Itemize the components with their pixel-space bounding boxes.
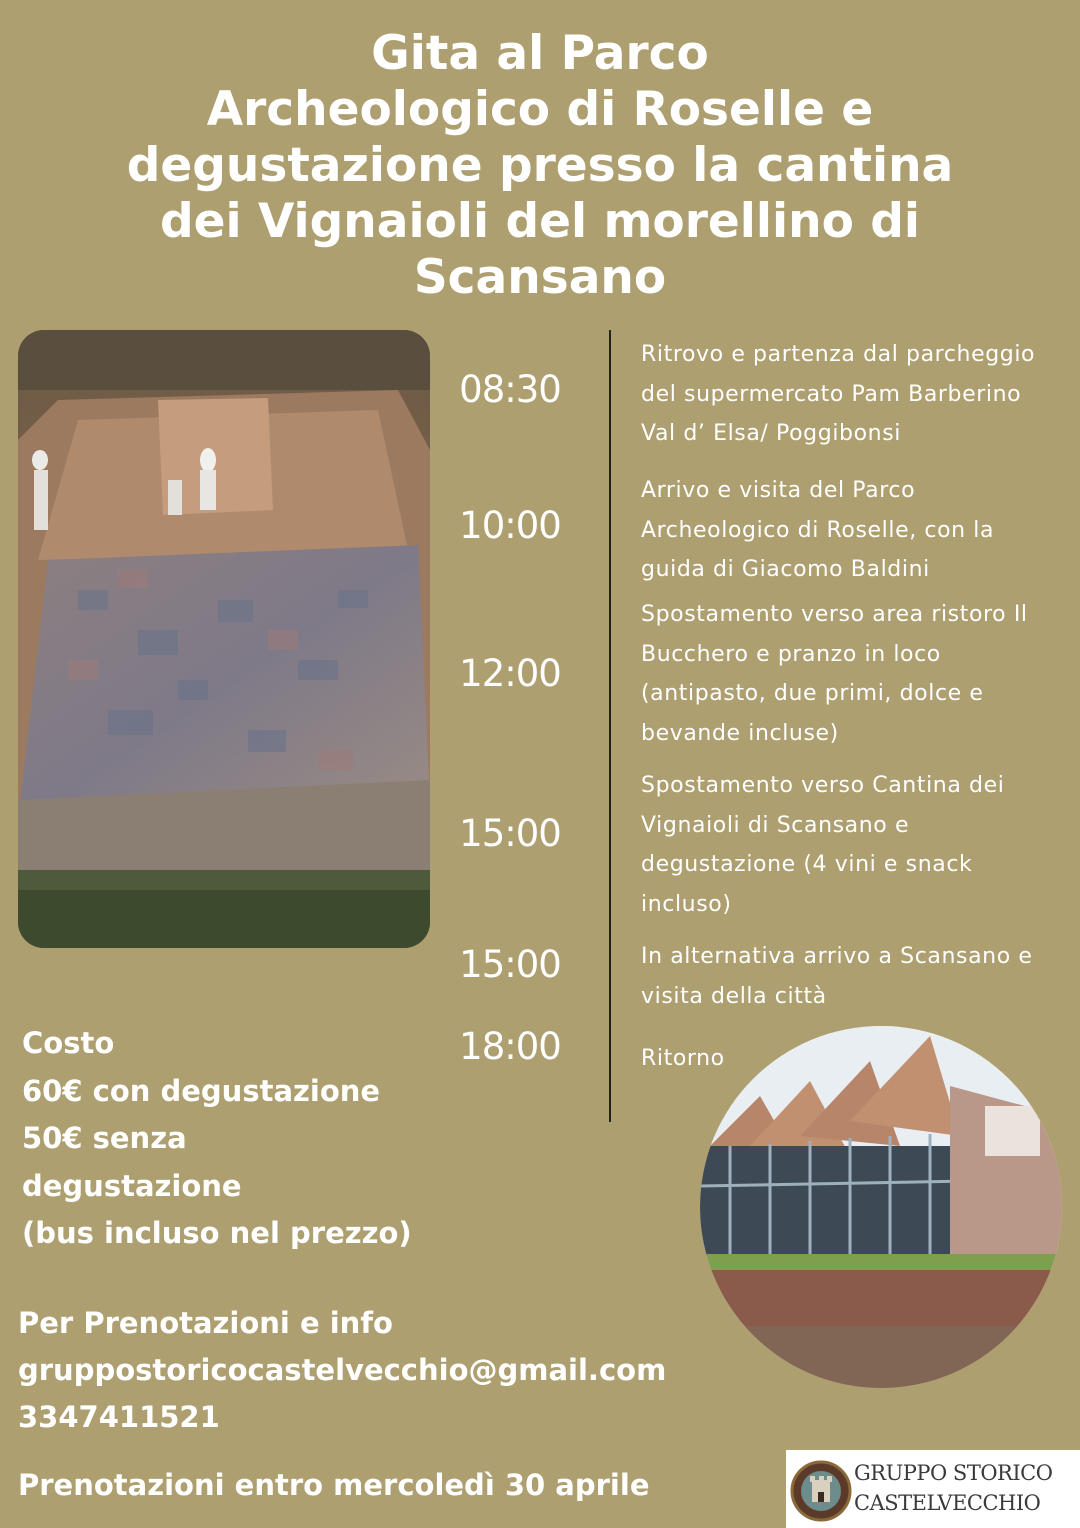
title-line: dei Vignaioli del morellino di [160, 194, 920, 249]
title-line: Scansano [413, 250, 667, 305]
cost-heading: Costo [22, 1026, 115, 1060]
cost-line: degustazione [22, 1168, 242, 1203]
time-0830: 08:30 [459, 368, 561, 411]
cost-line: 60€ con degustazione [22, 1073, 381, 1108]
cost-line: 50€ senza [22, 1121, 187, 1155]
time-1000: 10:00 [459, 504, 561, 547]
schedule-desc-alternative: In alternativa arrivo a Scansano e visita della città [641, 944, 1033, 1009]
schedule-desc-winery: Spostamento verso Cantina dei Vignaioli di Scansano e degustazione (4 vini e snack incluso) [641, 773, 1005, 917]
time-1500-b: 15:00 [459, 943, 561, 986]
castle-seal-icon [790, 1460, 852, 1522]
cost-line: (bus incluso nel prezzo) [22, 1216, 412, 1250]
winery-photo [700, 1026, 1062, 1388]
time-1200: 12:00 [459, 652, 561, 695]
title-line: degustazione presso la cantina [126, 138, 954, 193]
schedule-divider [609, 330, 611, 1122]
gruppo-storico-logo [786, 1450, 1080, 1528]
schedule-desc-departure: Ritrovo e partenza dal parcheggio del supermercato Pam Barberino Val d’ Elsa/ Poggibonsi [641, 342, 1036, 446]
booking-phone[interactable]: 3347411521 [18, 1400, 220, 1434]
schedule-desc-return: Ritorno [641, 1046, 725, 1071]
booking-email[interactable]: gruppostoricocastelvecchio@gmail.com [18, 1353, 667, 1387]
booking-block [18, 1300, 778, 1441]
title-line: Archeologico di Roselle e [206, 82, 874, 137]
booking-heading: Per Prenotazioni e info [18, 1306, 393, 1340]
schedule-desc-park-visit: Arrivo e visita del Parco Archeologico di Roselle, con la guida di Giacomo Baldini [641, 478, 995, 582]
booking-deadline: Prenotazioni entro mercoledì 30 aprile [18, 1468, 650, 1502]
title-line: Gita al Parco [371, 26, 709, 81]
schedule-desc-lunch: Spostamento verso area ristoro Il Bucchero e pranzo in loco (antipasto, due primi, dolce e bevande incluse) [641, 602, 1028, 746]
time-1500-a: 15:00 [459, 812, 561, 855]
roselle-ruins-photo [18, 330, 430, 948]
logo-line: CASTELVECCHIO [854, 1491, 1041, 1515]
event-title [40, 26, 1040, 306]
time-1800: 18:00 [459, 1025, 561, 1068]
cost-block [22, 1020, 442, 1258]
logo-line: GRUPPO STORICO [854, 1461, 1053, 1485]
